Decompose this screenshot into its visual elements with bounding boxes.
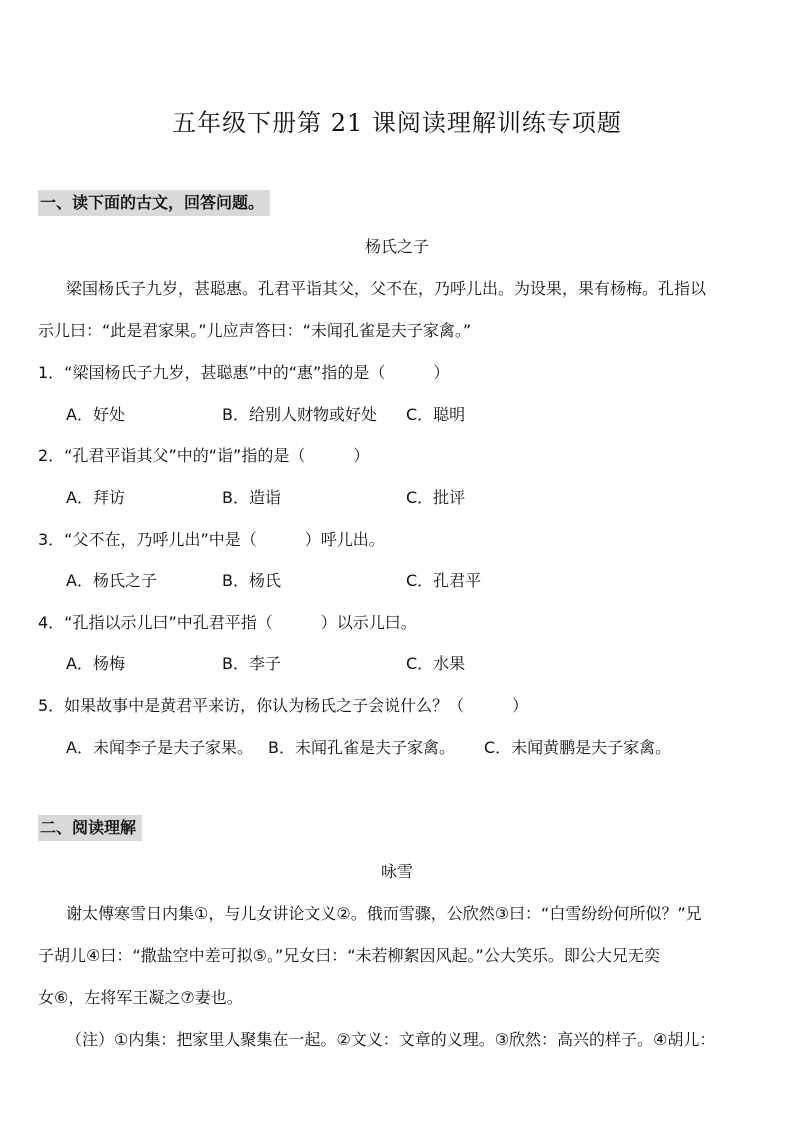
passage-1-title: 杨氏之子 — [364, 237, 429, 256]
question-2-option-c: C．批评 — [406, 488, 466, 507]
question-3: 3．“父不在，乃呼儿出”中是（ ）呼儿出。 — [38, 530, 385, 549]
passage-2-line-2: 子胡儿④曰：“撒盐空中差可拟⑤。”兄女曰：“未若柳絮因风起。”公大笑乐。即公大兄无奕 — [38, 946, 660, 965]
question-4-option-b: B．李子 — [222, 654, 281, 673]
question-1-option-a: A．好处 — [66, 405, 125, 424]
question-5-option-a: A．未闻李子是夫子家果。 — [66, 738, 253, 757]
question-2: 2．“孔君平诣其父”中的“诣”指的是（ ） — [38, 446, 370, 465]
question-4-option-c: C．水果 — [406, 654, 466, 673]
passage-1-line-1: 梁国杨氏子九岁，甚聪惠。孔君平诣其父，父不在，乃呼儿出。为设果，果有杨梅。孔指以 — [66, 279, 707, 298]
question-1-option-b: B．给别人财物或好处 — [222, 405, 377, 424]
question-4: 4．“孔指以示儿曰”中孔君平指（ ）以示儿曰。 — [38, 613, 417, 632]
passage-2-line-3: 女⑥，左将军王凝之⑦妻也。 — [38, 988, 243, 1007]
question-5: 5．如果故事中是黄君平来访，你认为杨氏之子会说什么？（ ） — [38, 696, 529, 715]
question-3-option-c: C．孔君平 — [406, 571, 482, 590]
passage-2-notes: （注）①内集：把家里人聚集在一起。②文义：文章的义理。③欣然：高兴的样子。④胡儿： — [66, 1030, 716, 1049]
question-2-option-a: A．拜访 — [66, 488, 125, 507]
page-title: 五年级下册第 21 课阅读理解训练专项题 — [172, 109, 622, 137]
passage-1-line-2: 示儿曰：“此是君家果。”儿应声答曰：“未闻孔雀是夫子家禽。” — [38, 321, 472, 340]
question-4-option-a: A．杨梅 — [66, 654, 125, 673]
passage-2-line-1: 谢太傅寒雪日内集①，与儿女讲论文义②。俄而雪骤，公欣然③曰：“白雪纷纷何所似？”兄 — [66, 904, 702, 923]
section-1-heading: 一、读下面的古文，回答问题。 — [38, 190, 270, 216]
question-2-option-b: B．造诣 — [222, 488, 281, 507]
section-2-heading: 二、阅读理解 — [38, 815, 142, 841]
question-1-option-c: C．聪明 — [406, 405, 466, 424]
passage-2-title: 咏雪 — [380, 862, 413, 881]
question-1: 1．“梁国杨氏子九岁，甚聪惠”中的“惠”指的是（ ） — [38, 363, 450, 382]
question-3-option-a: A．杨氏之子 — [66, 571, 157, 590]
question-5-option-c: C．未闻黄鹏是夫子家禽。 — [484, 738, 672, 757]
question-3-option-b: B．杨氏 — [222, 571, 281, 590]
question-5-option-b: B．未闻孔雀是夫子家禽。 — [268, 738, 455, 757]
